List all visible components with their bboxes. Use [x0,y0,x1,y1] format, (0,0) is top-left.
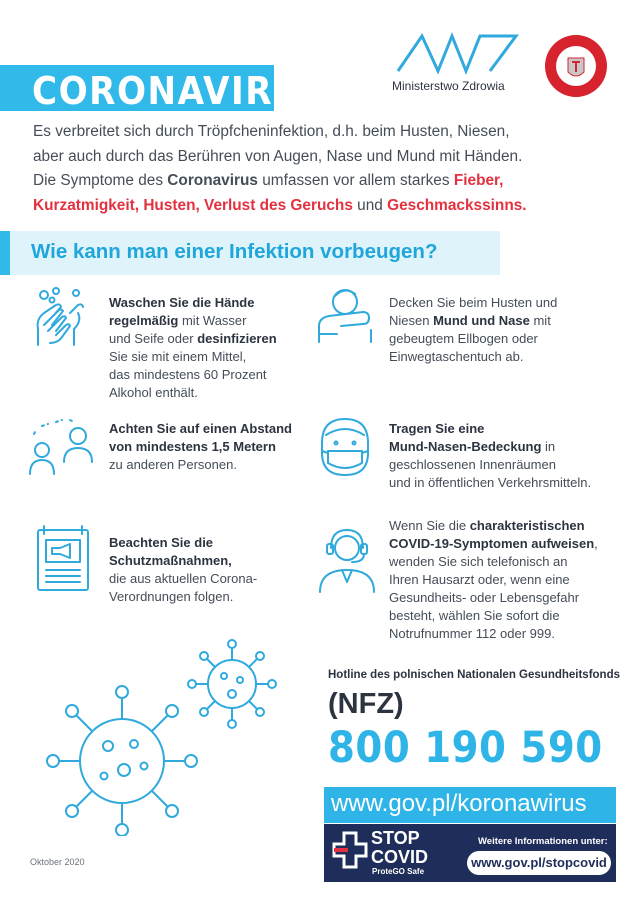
page-title: CORONAVIRUS [32,69,329,113]
section-header [0,231,500,275]
intro-line: aber auch durch das Berühren von Augen, Nase und Mund mit Händen. [33,147,523,165]
more-info-label: Weitere Informationen unter: [478,836,608,847]
section-title: Wie kann man einer Infektion vorbeugen? [31,240,438,263]
title-banner [0,65,329,113]
website-banner[interactable] [324,787,616,823]
publication-date: Oktober 2020 [30,857,85,867]
tip-cough: Decken Sie beim Husten und Niesen Mund und Nase mit gebeugtem Ellbogen oder Einwegtaschentuch ab. [389,295,558,364]
hotline-label: Hotline des polnischen Nationalen Gesundheitsfonds [328,669,621,681]
stopcovid-subtitle: ProteGO Safe [372,867,425,876]
announcement-board-icon [34,524,92,592]
tip-symptoms: Wenn Sie die charakteristischen COVID-19-Symptomen aufweisen, wenden Sie sich telefonisch an Ihren Hausarzt oder, wenn eine Gesundheits- oder Lebensgefahr besteht, wählen Sie sofort die Notrufnummer 112 oder 999. [389,518,598,641]
intro-text [33,120,613,218]
face-mask-icon [316,415,374,479]
intro-line: Die Symptome des Coronavirus umfassen vor allem starkes Fieber, [33,172,504,189]
section-accent [0,231,10,275]
virus-illustration-icon [44,636,294,836]
stopcovid-cross-icon [331,830,369,870]
social-distance-icon [28,414,98,476]
intro-line: Es verbreitet sich durch Tröpfcheninfektion, d.h. beim Husten, Niesen, [33,123,510,140]
hand-washing-icon [30,285,96,351]
stopcovid-title: STOP COVID [371,828,429,867]
ministry-logo-icon [392,26,522,116]
ministry-name: Ministerstwo Zdrowia [392,79,505,93]
stopcovid-link[interactable] [467,851,611,875]
call-center-icon [316,526,378,594]
tip-rules: Beachten Sie die Schutzmaßnahmen, die aus aktuellen Corona- Verordnungen folgen. [109,535,258,604]
stopcovid-url[interactable]: www.gov.pl/stopcovid [471,855,607,870]
hotline-org: (NFZ) [328,688,404,720]
tip-wash: Waschen Sie die Hände regelmäßig mit Wasser und Seife oder desinfizieren Sie sie mit einem Mittel, das mindestens 60 Prozent Alkohol enthält. [109,295,277,400]
website-link[interactable]: www.gov.pl/koronawirus [331,790,587,817]
tip-mask: Tragen Sie eine Mund-Nasen-Bedeckung in geschlossenen Innenräumen und in öffentlichen Verkehrsmitteln. [389,421,592,490]
sanitary-inspection-seal-icon [544,34,608,98]
tip-distance: Achten Sie auf einen Abstand von mindestens 1,5 Metern zu anderen Personen. [109,421,292,472]
hotline-number[interactable]: 800 190 590 [328,723,603,773]
intro-line: Kurzatmigkeit, Husten, Verlust des Geruchs und Geschmackssinns. [33,196,527,214]
cough-elbow-icon [315,286,377,344]
